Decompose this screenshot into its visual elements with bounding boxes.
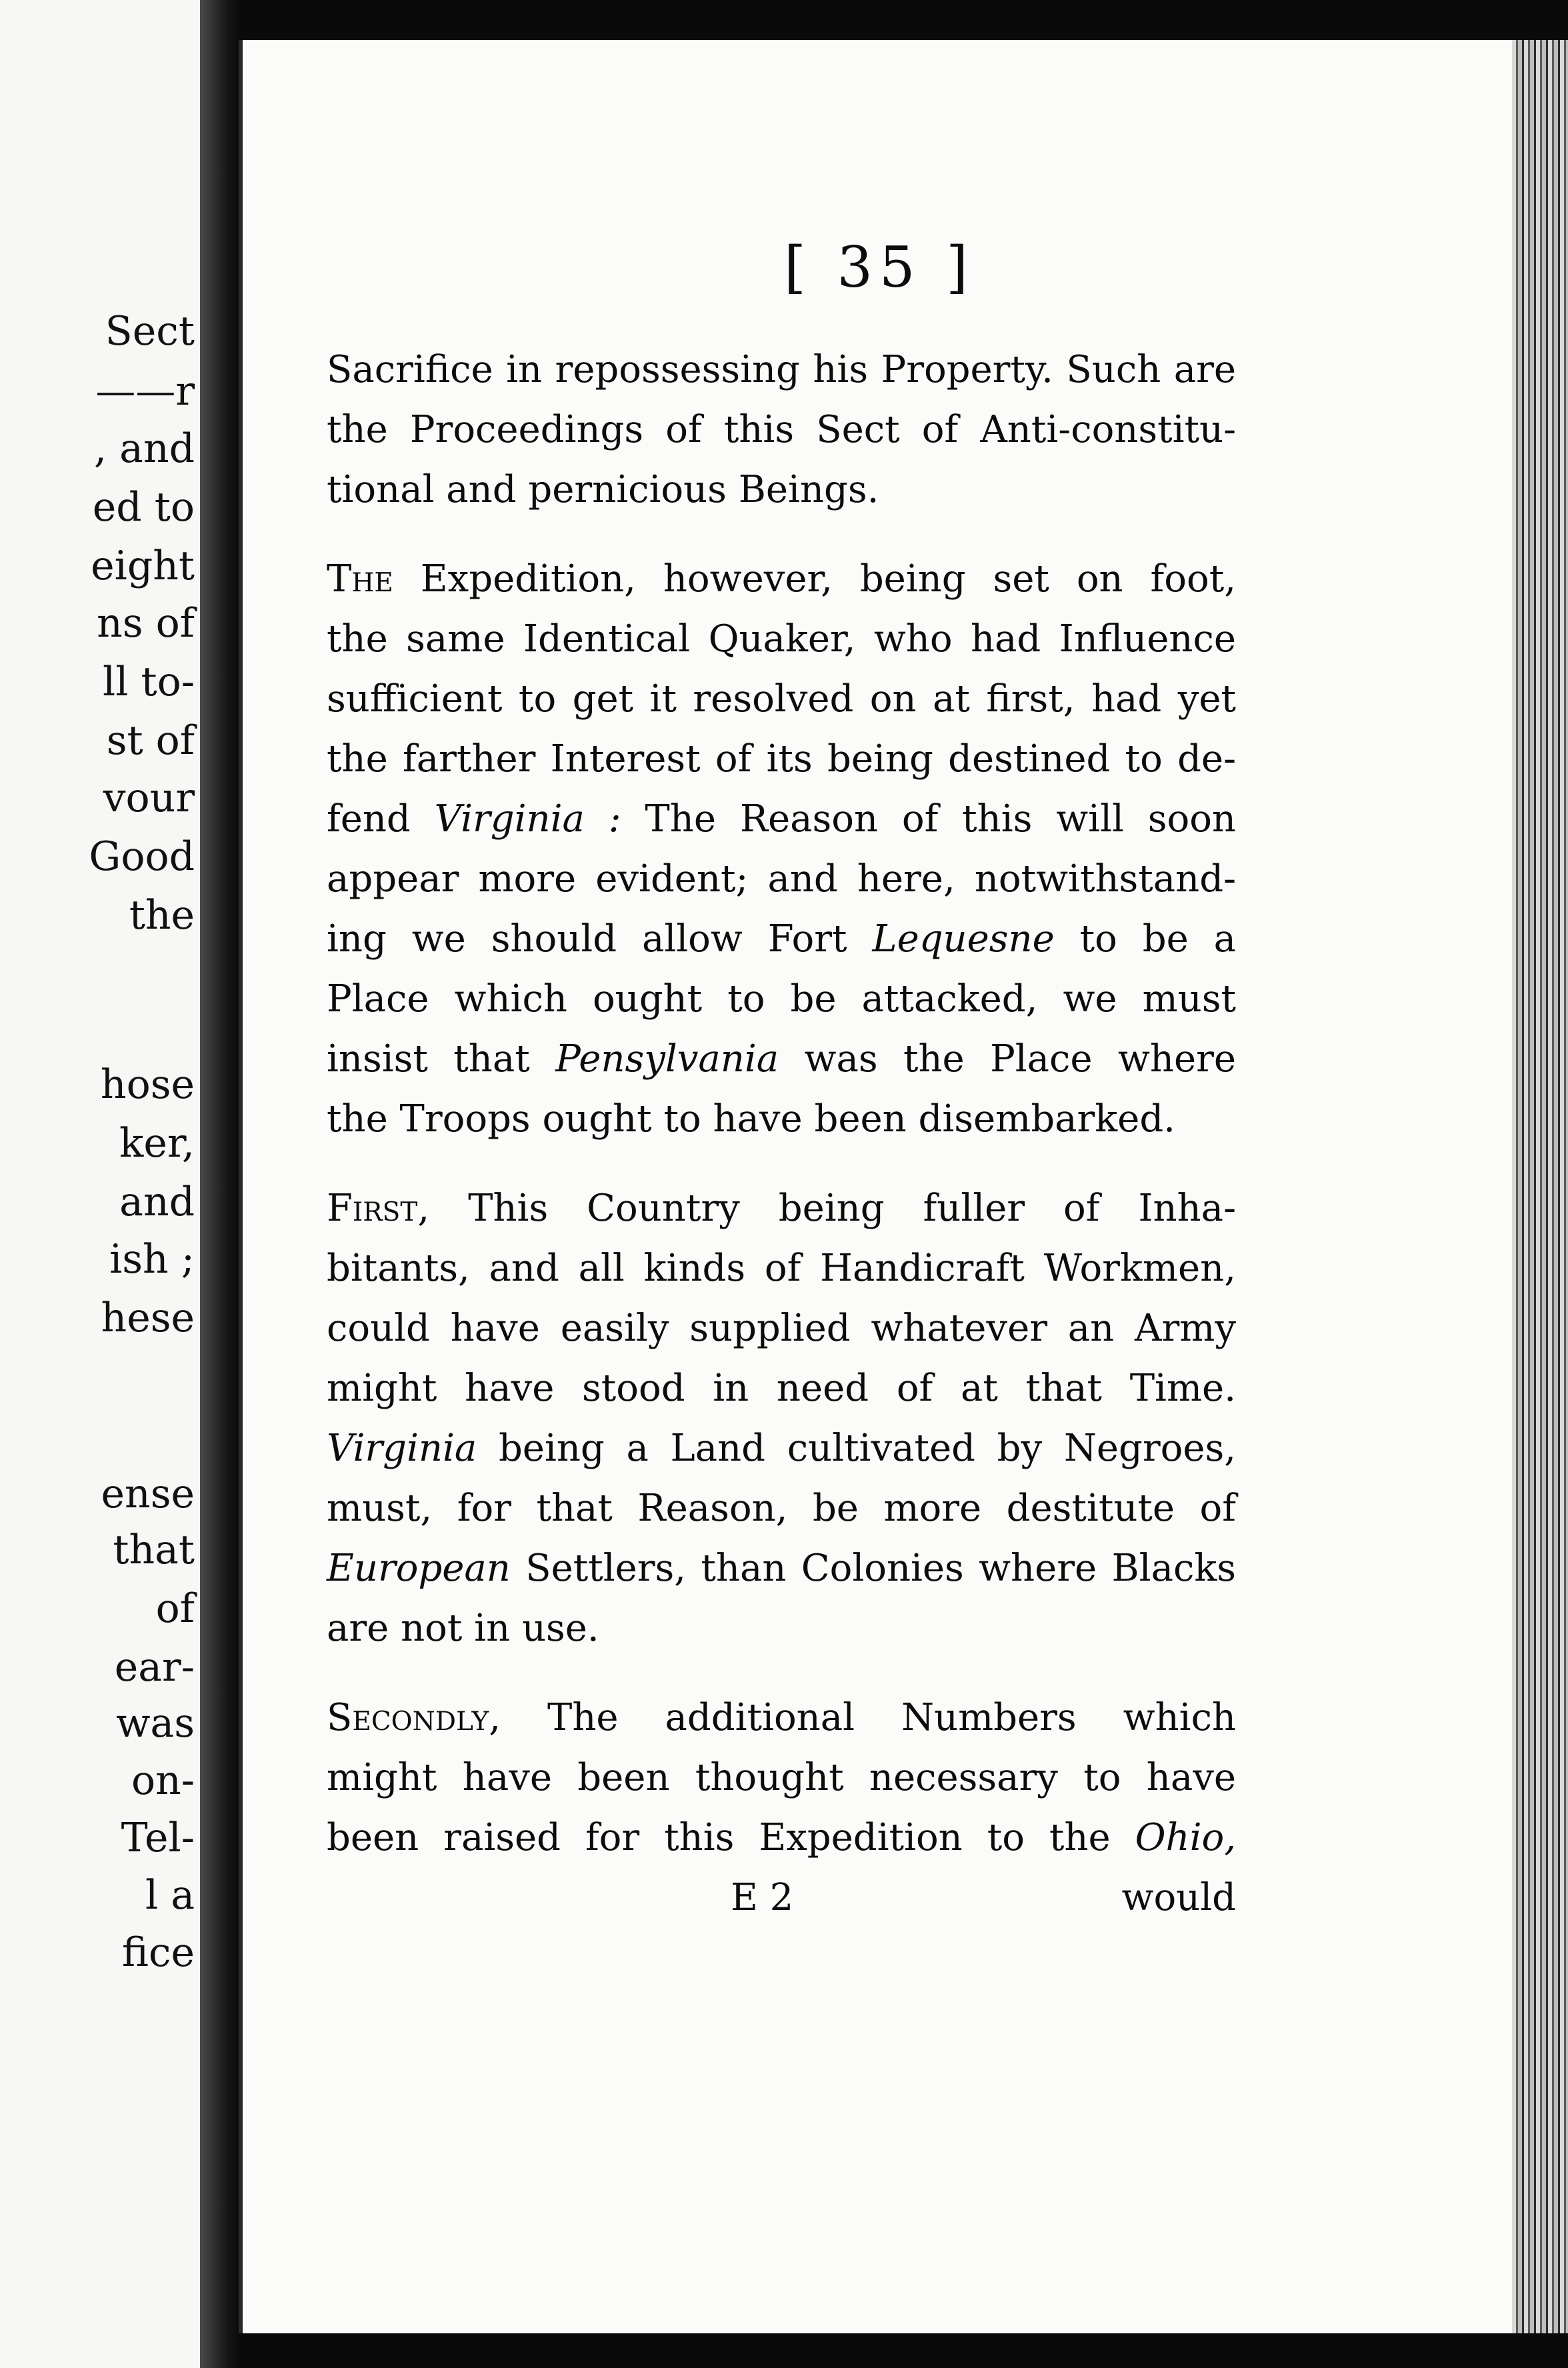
facing-page-fragment-text: ear-: [114, 1644, 195, 1691]
facing-page-fragment-text: on-: [131, 1757, 195, 1804]
text-line: the farther Interest of its being destined to de-: [327, 737, 1236, 781]
text-line: the Troops ought to have been disembarked.: [327, 1097, 1175, 1141]
text-line: tional and pernicious Beings.: [327, 468, 879, 511]
facing-page-fragment-text: hese: [101, 1295, 195, 1341]
catchword: would: [1121, 1876, 1236, 1919]
signature-mark: E 2: [731, 1876, 794, 1919]
small-caps-word: Secondly,: [327, 1696, 501, 1739]
facing-page-fragment-text: Sect: [105, 308, 195, 355]
italic-word: Lequesne: [872, 917, 1055, 961]
text-line: European Settlers, than Colonies where Blacks: [327, 1547, 1236, 1590]
facing-page-fragment-text: Good: [89, 833, 195, 880]
facing-page-fragment-text: eight: [91, 543, 195, 589]
paragraph: [327, 340, 1236, 520]
facing-page-fragment-text: was: [116, 1700, 195, 1747]
text-line: could have easily supplied whatever an Army: [327, 1307, 1236, 1350]
paragraph: [327, 1179, 1236, 1659]
facing-page-fragment-text: that: [113, 1527, 195, 1573]
facing-page-fragment-text: ns of: [97, 600, 195, 647]
facing-page-fragment-text: vour: [103, 775, 195, 821]
text-line: fend Virginia : The Reason of this will soon: [327, 797, 1236, 841]
paragraph: [327, 1688, 1236, 1868]
facing-page-fragment-text: fice: [121, 1929, 195, 1976]
facing-page-fragment-text: the: [129, 892, 195, 939]
facing-page-fragment-text: l a: [145, 1872, 195, 1919]
page-body: [327, 340, 1236, 1928]
text-line: might have been thought necessary to have: [327, 1756, 1236, 1799]
gutter-shadow: [200, 0, 240, 2368]
italic-word: European: [327, 1547, 511, 1590]
text-line: First, This Country being fuller of Inha-: [327, 1187, 1236, 1230]
facing-page-fragment-text: , and: [94, 425, 195, 472]
facing-page-fragment-text: ll to-: [103, 659, 195, 705]
paragraph: [327, 549, 1236, 1149]
facing-page-fragment-text: ——r: [95, 368, 195, 415]
small-caps-word: First,: [327, 1187, 430, 1230]
text-line: Sacrifice in repossessing his Property. Such are: [327, 348, 1236, 391]
facing-page-fragment-text: and: [119, 1179, 195, 1225]
facing-page-fragment: [0, 0, 207, 2368]
text-line: been raised for this Expedition to the Ohio,: [327, 1816, 1236, 1859]
text-line: The Expedition, however, being set on foot,: [327, 557, 1236, 601]
book-page: [239, 40, 1516, 2333]
italic-word: Virginia: [327, 1427, 477, 1470]
text-line: Place which ought to be attacked, we must: [327, 977, 1236, 1021]
small-caps-word: The: [327, 557, 393, 601]
page-footer: [327, 1868, 1236, 1928]
facing-page-fragment-text: ker,: [119, 1120, 195, 1167]
page-number-header: [ 35 ]: [784, 235, 975, 300]
facing-page-fragment-text: of: [155, 1585, 195, 1632]
facing-page-fragment-text: Tel-: [121, 1815, 195, 1861]
text-line: the same Identical Quaker, who had Influence: [327, 617, 1236, 661]
text-line: Secondly, The additional Numbers which: [327, 1696, 1236, 1739]
text-line: insist that Pensylvania was the Place where: [327, 1037, 1236, 1081]
facing-page-fragment-text: ish ;: [109, 1236, 195, 1283]
facing-page-fragment-text: st of: [106, 717, 195, 764]
facing-page-fragment-text: hose: [100, 1061, 195, 1108]
facing-page-fragment-text: ed to: [92, 484, 195, 531]
text-line: appear more evident; and here, notwithstand-: [327, 857, 1236, 901]
text-line: sufficient to get it resolved on at first, had yet: [327, 677, 1236, 721]
text-line: bitants, and all kinds of Handicraft Workmen,: [327, 1247, 1236, 1290]
facing-page-fragment-text: ense: [101, 1471, 195, 1517]
text-line: are not in use.: [327, 1607, 599, 1650]
text-line: Virginia being a Land cultivated by Negroes,: [327, 1427, 1236, 1470]
text-line: might have stood in need of at that Time.: [327, 1367, 1236, 1410]
italic-word: Pensylvania: [555, 1037, 779, 1081]
text-line: ing we should allow Fort Lequesne to be a: [327, 917, 1236, 961]
book-page-edges: [1512, 40, 1568, 2333]
text-line: the Proceedings of this Sect of Anti-constitu-: [327, 408, 1236, 451]
italic-word: Virginia :: [434, 797, 621, 841]
text-line: must, for that Reason, be more destitute of: [327, 1487, 1236, 1530]
italic-word: Ohio,: [1135, 1816, 1236, 1859]
